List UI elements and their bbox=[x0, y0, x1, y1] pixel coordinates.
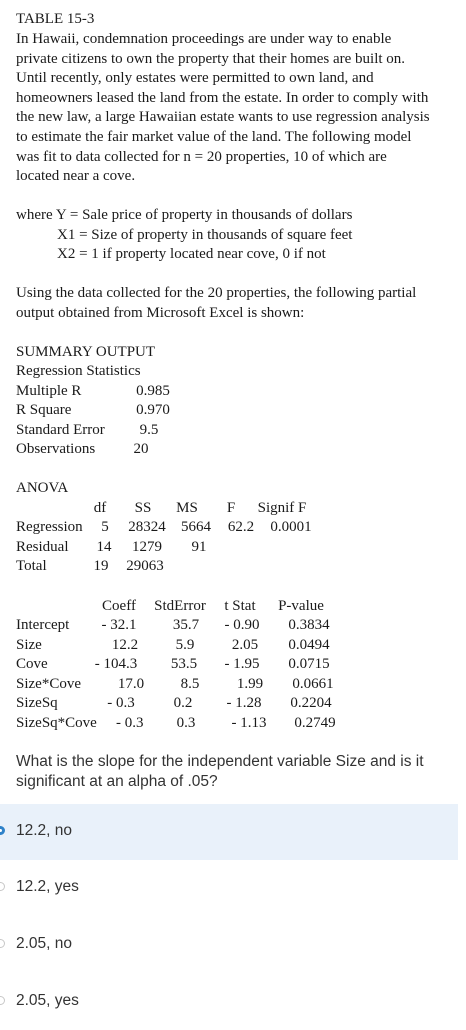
stat-value: 20 bbox=[133, 441, 149, 457]
coef-cell: 12.2 bbox=[111, 637, 139, 653]
coef-cell: 1.99 bbox=[236, 676, 264, 692]
coef-cell: 0.0661 bbox=[292, 676, 334, 692]
anova-cell: 91 bbox=[191, 539, 207, 555]
intro-line: to estimate the fair market value of the land. The following model bbox=[16, 128, 412, 145]
answer-option[interactable] bbox=[0, 860, 458, 916]
coef-cell: 0.2204 bbox=[290, 695, 332, 711]
coef-cell: - 1.28 bbox=[226, 695, 262, 711]
intro-line: homeowners leased the land from the estate. In order to comply with bbox=[16, 89, 429, 106]
table-title: TABLE 15-3 bbox=[16, 11, 95, 27]
coef-cell: 0.2 bbox=[173, 695, 193, 711]
stat-label: Observations bbox=[16, 441, 96, 457]
radio-button[interactable] bbox=[0, 882, 5, 891]
coef-header-coeff: Coeff bbox=[102, 598, 136, 614]
intro-line: was fit to data collected for n = 20 properties, 10 of which are bbox=[16, 148, 387, 165]
answer-option-label: 12.2, no bbox=[16, 822, 73, 839]
coef-cell: 5.9 bbox=[175, 637, 195, 653]
anova-header-f: F bbox=[226, 500, 236, 516]
coef-cell: 17.0 bbox=[117, 676, 145, 692]
using-line: Using the data collected for the 20 properties, the following partial bbox=[16, 285, 417, 301]
answer-option-label: 12.2, yes bbox=[16, 878, 79, 895]
anova-heading: ANOVA bbox=[16, 480, 69, 496]
stat-label: Multiple R bbox=[16, 383, 82, 399]
coef-cell: 0.0494 bbox=[288, 637, 330, 653]
answer-option-label: 2.05, no bbox=[16, 935, 73, 952]
coef-cell: - 32.1 bbox=[101, 617, 137, 633]
where-line-y: where Y = Sale price of property in thousands of dollars bbox=[16, 207, 353, 223]
coef-cell: - 104.3 bbox=[94, 656, 138, 672]
coef-cell: - 1.95 bbox=[224, 656, 260, 672]
intro-line: Until recently, only estates were permitted to own land, and bbox=[16, 70, 374, 87]
anova-row-label: Regression bbox=[16, 519, 83, 535]
stat-value: 0.985 bbox=[136, 383, 170, 399]
coef-row-label: Intercept bbox=[16, 617, 70, 633]
anova-cell: 14 bbox=[96, 539, 112, 555]
anova-cell: 28324 bbox=[128, 519, 166, 535]
intro-line: located near a cove. bbox=[16, 168, 136, 185]
coef-cell: 8.5 bbox=[180, 676, 200, 692]
using-paragraph bbox=[16, 284, 456, 323]
stat-value: 9.5 bbox=[139, 422, 159, 438]
coef-header-stderror: StdError bbox=[154, 598, 206, 614]
anova-cell: 19 bbox=[93, 558, 109, 574]
anova-cell: 29063 bbox=[126, 558, 164, 574]
coef-cell: 0.3834 bbox=[288, 617, 330, 633]
intro-line: the new law, a large Hawaiian estate wants to use regression analysis bbox=[16, 109, 430, 126]
coef-cell: 2.05 bbox=[231, 637, 259, 653]
coef-header-tstat: t Stat bbox=[224, 598, 256, 614]
coef-cell: - 1.13 bbox=[231, 715, 267, 731]
anova-header-signif: Signif F bbox=[257, 500, 307, 516]
coef-cell: 0.0715 bbox=[288, 656, 330, 672]
where-line-x2: X2 = 1 if property located near cove, 0 if not bbox=[57, 246, 326, 262]
anova-cell: 1279 bbox=[132, 539, 162, 555]
anova-cell: 5664 bbox=[181, 519, 211, 535]
coef-cell: 53.5 bbox=[170, 656, 198, 672]
answer-option-label: 2.05, yes bbox=[16, 992, 79, 1009]
radio-button[interactable] bbox=[0, 939, 5, 948]
anova-header-ss: SS bbox=[134, 500, 152, 516]
coef-cell: 35.7 bbox=[172, 617, 200, 633]
intro-line: In Hawaii, condemnation proceedings are under way to enable bbox=[16, 31, 392, 47]
anova-row-label: Residual bbox=[16, 539, 69, 555]
summary-heading: SUMMARY OUTPUT bbox=[16, 344, 156, 360]
coef-cell: 0.2749 bbox=[294, 715, 336, 731]
intro-line: private citizens to own the property that their homes are built on. bbox=[16, 50, 406, 67]
stat-value: 0.970 bbox=[136, 402, 170, 418]
coef-cell: - 0.3 bbox=[107, 695, 135, 711]
stat-label: Standard Error bbox=[16, 422, 105, 438]
stat-label: R Square bbox=[16, 402, 72, 418]
regression-stats-heading: Regression Statistics bbox=[16, 363, 141, 379]
coef-cell: - 0.3 bbox=[116, 715, 144, 731]
answer-option[interactable] bbox=[0, 917, 458, 973]
coef-row-label: SizeSq bbox=[16, 695, 58, 711]
coef-row-label: Cove bbox=[16, 656, 48, 672]
coef-row-label: SizeSq*Cove bbox=[16, 715, 97, 731]
coef-row-label: Size bbox=[16, 637, 42, 653]
anova-cell: 62.2 bbox=[227, 519, 255, 535]
using-line: output obtained from Microsoft Excel is shown: bbox=[16, 304, 305, 321]
question-text: What is the slope for the independent variable Size and is it significant at an alpha of .05? bbox=[16, 753, 424, 790]
anova-cell: 0.0001 bbox=[270, 519, 312, 535]
coef-cell: 0.3 bbox=[176, 715, 196, 731]
anova-row-label: Total bbox=[16, 558, 47, 574]
coef-cell: - 0.90 bbox=[224, 617, 260, 633]
coef-row-label: Size*Cove bbox=[16, 676, 81, 692]
where-line-x1: X1 = Size of property in thousands of square feet bbox=[57, 227, 353, 243]
answer-option[interactable] bbox=[0, 804, 458, 860]
answer-option[interactable] bbox=[0, 974, 458, 1030]
anova-header-ms: MS bbox=[176, 500, 198, 516]
coef-header-pvalue: P-value bbox=[278, 598, 324, 614]
radio-button[interactable] bbox=[0, 826, 5, 835]
anova-header-df: df bbox=[93, 500, 107, 516]
anova-cell: 5 bbox=[101, 519, 109, 535]
intro-paragraph bbox=[16, 30, 456, 187]
radio-button[interactable] bbox=[0, 996, 5, 1005]
